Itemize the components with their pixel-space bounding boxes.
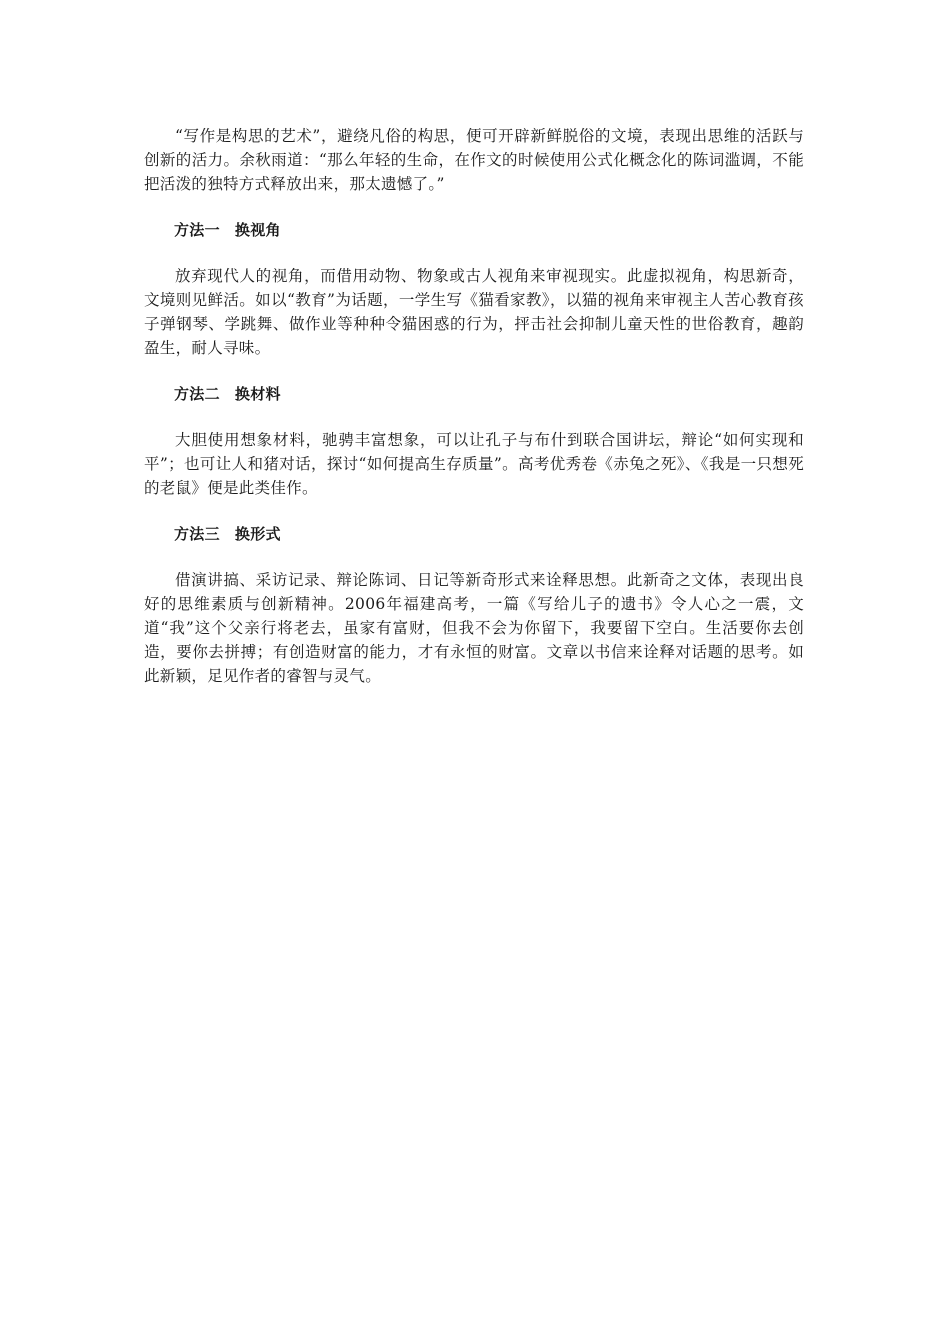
- section-title: 换视角: [234, 221, 281, 239]
- section-title: 换形式: [234, 525, 281, 543]
- section-number: 方法二: [174, 385, 220, 403]
- section-body-3: 借演讲搞、采访记录、辩论陈词、日记等新奇形式来诠释思想。此新奇之文体，表现出良好的思维素质与创新精神。2006年福建高考，一篇《写给儿子的遗书》令人心之一震，文道“我”这个父亲行将老去，虽家有富财，但我不会为你留下，我要留下空白。生活要你去创造，要你去拼搏；有创造财富的能力，才有永恒的财富。文章以书信来诠释对话题的思考。如此新颖，足见作者的睿智与灵气。: [144, 571, 804, 685]
- intro-paragraph: “写作是构思的艺术”，避绕凡俗的构思，便可开辟新鲜脱俗的文境，表现出思维的活跃与创新的活力。余秋雨道：“那么年轻的生命，在作文的时候使用公式化概念化的陈词滥调，不能把活泼的独特方式释放出来，那太遗憾了。”: [144, 127, 804, 193]
- section-number: 方法一: [174, 221, 220, 239]
- section-body-1: 放弃现代人的视角，而借用动物、物象或古人视角来审视现实。此虚拟视角，构思新奇，文境则见鲜活。如以“教育”为话题，一学生写《猫看家教》，以猫的视角来审视主人苦心教育孩子弹钢琴、学跳舞、做作业等种种令猫困惑的行为，抨击社会抑制儿童天性的世俗教育，趣韵盈生，耐人寻味。: [144, 267, 804, 357]
- document-page: [144, 124, 804, 688]
- section-heading-1: [144, 218, 804, 242]
- section-body-2: 大胆使用想象材料，驰骋丰富想象，可以让孔子与布什到联合国讲坛，辩论“如何实现和平”；也可让人和猪对话，探讨“如何提高生存质量”。高考优秀卷《赤兔之死》、《我是一只想死的老鼠》便是此类佳作。: [144, 431, 804, 497]
- section-heading-2: [144, 382, 804, 406]
- section-title: 换材料: [234, 385, 281, 403]
- section-heading-3: [144, 522, 804, 546]
- section-number: 方法三: [174, 525, 220, 543]
